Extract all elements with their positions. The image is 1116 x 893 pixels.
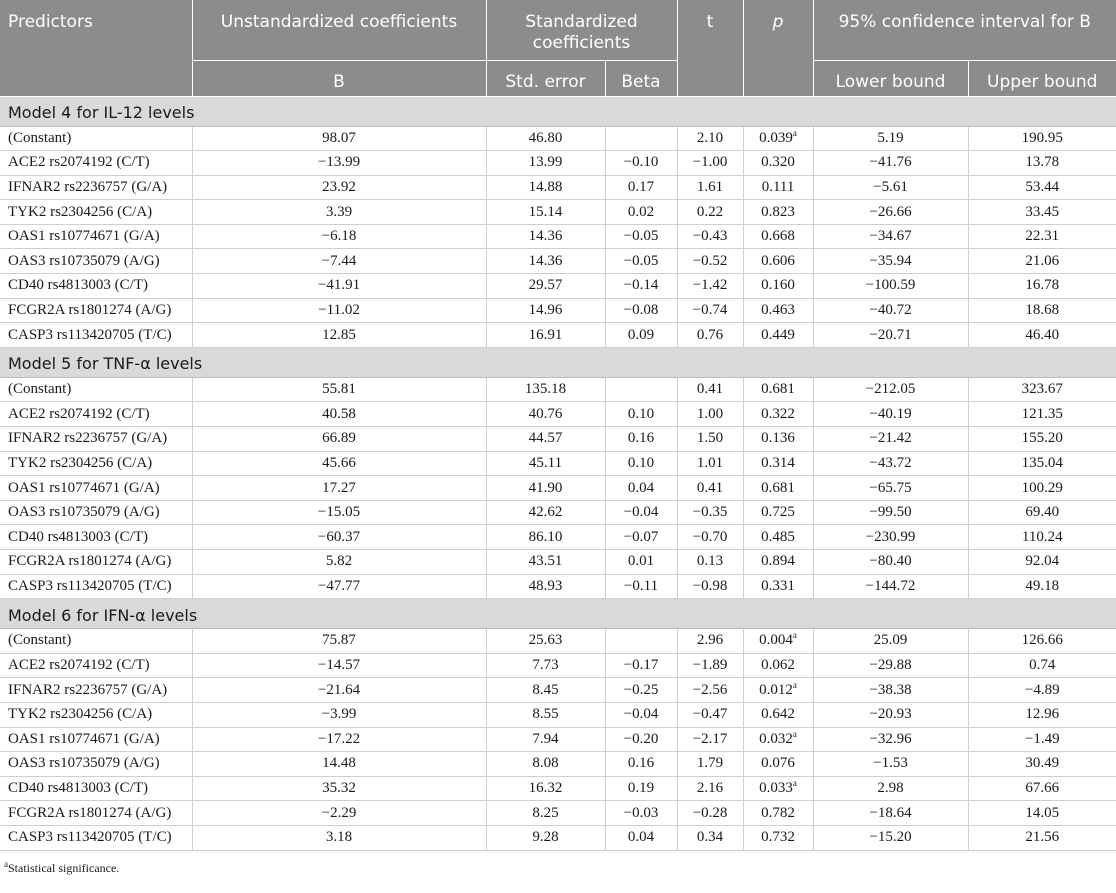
- cell-lower-bound: −212.05: [813, 377, 968, 402]
- table-row: [0, 151, 1116, 176]
- cell-lower-bound: −1.53: [813, 752, 968, 777]
- header-b: B: [192, 60, 486, 96]
- cell-beta: 0.10: [605, 402, 677, 427]
- p-value: 0.725: [761, 504, 795, 521]
- p-value: 0.681: [761, 479, 795, 496]
- cell-t: 1.01: [677, 451, 743, 476]
- table-row: [0, 200, 1116, 225]
- cell-t: −0.52: [677, 249, 743, 274]
- cell-b: −21.64: [192, 678, 486, 703]
- cell-predictor: IFNAR2 rs2236757 (G/A): [0, 427, 192, 452]
- cell-predictor: ACE2 rs2074192 (C/T): [0, 653, 192, 678]
- cell-b: 40.58: [192, 402, 486, 427]
- cell-predictor: OAS1 rs10774671 (G/A): [0, 727, 192, 752]
- section-title: Model 4 for IL-12 levels: [0, 96, 1116, 126]
- cell-beta: 0.09: [605, 323, 677, 348]
- table-row: [0, 776, 1116, 801]
- cell-predictor: FCGR2A rs1801274 (A/G): [0, 801, 192, 826]
- cell-predictor: FCGR2A rs1801274 (A/G): [0, 298, 192, 323]
- cell-upper-bound: 12.96: [968, 702, 1116, 727]
- cell-p: [743, 298, 813, 323]
- cell-b: 35.32: [192, 776, 486, 801]
- header-predictors: Predictors: [0, 0, 192, 96]
- cell-lower-bound: −80.40: [813, 550, 968, 575]
- table-row: [0, 702, 1116, 727]
- cell-beta: 0.19: [605, 776, 677, 801]
- cell-p: [743, 200, 813, 225]
- p-value: 0.039: [759, 129, 793, 146]
- cell-p: [743, 776, 813, 801]
- p-value: 0.062: [761, 657, 795, 674]
- cell-beta: 0.16: [605, 427, 677, 452]
- cell-t: −2.56: [677, 678, 743, 703]
- cell-std-error: 45.11: [486, 451, 605, 476]
- cell-std-error: 8.45: [486, 678, 605, 703]
- cell-beta: [605, 377, 677, 402]
- table-row: [0, 574, 1116, 599]
- header-unstandardized: Unstandardized coefficients: [192, 0, 486, 60]
- cell-lower-bound: 2.98: [813, 776, 968, 801]
- cell-b: −2.29: [192, 801, 486, 826]
- footnote-text: Statistical significance.: [8, 860, 120, 875]
- p-value: 0.668: [761, 228, 795, 245]
- table-row: [0, 298, 1116, 323]
- cell-beta: 0.16: [605, 752, 677, 777]
- cell-b: −7.44: [192, 249, 486, 274]
- cell-b: −47.77: [192, 574, 486, 599]
- cell-predictor: CASP3 rs113420705 (T/C): [0, 825, 192, 850]
- cell-b: −17.22: [192, 727, 486, 752]
- cell-beta: 0.04: [605, 476, 677, 501]
- cell-b: 3.39: [192, 200, 486, 225]
- section-header-row: [0, 599, 1116, 629]
- cell-upper-bound: 67.66: [968, 776, 1116, 801]
- cell-beta: 0.02: [605, 200, 677, 225]
- table-row: [0, 500, 1116, 525]
- significance-marker: a: [792, 127, 797, 138]
- cell-p: [743, 377, 813, 402]
- cell-upper-bound: 100.29: [968, 476, 1116, 501]
- cell-t: −0.70: [677, 525, 743, 550]
- header-ci: 95% confidence interval for B: [813, 0, 1116, 60]
- cell-predictor: CASP3 rs113420705 (T/C): [0, 574, 192, 599]
- cell-predictor: OAS1 rs10774671 (G/A): [0, 476, 192, 501]
- table-row: [0, 525, 1116, 550]
- cell-beta: 0.17: [605, 175, 677, 200]
- cell-b: 5.82: [192, 550, 486, 575]
- cell-upper-bound: 30.49: [968, 752, 1116, 777]
- cell-predictor: FCGR2A rs1801274 (A/G): [0, 550, 192, 575]
- section-header-row: [0, 96, 1116, 126]
- cell-p: [743, 274, 813, 299]
- cell-std-error: 15.14: [486, 200, 605, 225]
- cell-t: −1.00: [677, 151, 743, 176]
- cell-p: [743, 427, 813, 452]
- table-row: [0, 801, 1116, 826]
- cell-upper-bound: 126.66: [968, 629, 1116, 654]
- table-row: [0, 402, 1116, 427]
- cell-beta: 0.04: [605, 825, 677, 850]
- cell-upper-bound: −4.89: [968, 678, 1116, 703]
- cell-lower-bound: −230.99: [813, 525, 968, 550]
- cell-b: −11.02: [192, 298, 486, 323]
- cell-p: [743, 451, 813, 476]
- cell-lower-bound: 25.09: [813, 629, 968, 654]
- cell-lower-bound: −5.61: [813, 175, 968, 200]
- cell-b: −41.91: [192, 274, 486, 299]
- cell-predictor: OAS3 rs10735079 (A/G): [0, 249, 192, 274]
- cell-t: −0.47: [677, 702, 743, 727]
- cell-p: [743, 825, 813, 850]
- cell-predictor: (Constant): [0, 629, 192, 654]
- cell-lower-bound: 5.19: [813, 126, 968, 151]
- cell-p: [743, 402, 813, 427]
- cell-beta: −0.25: [605, 678, 677, 703]
- cell-t: −1.42: [677, 274, 743, 299]
- p-value: 0.136: [761, 430, 795, 447]
- table-row: [0, 629, 1116, 654]
- cell-b: 17.27: [192, 476, 486, 501]
- cell-p: [743, 550, 813, 575]
- cell-std-error: 7.94: [486, 727, 605, 752]
- cell-t: −2.17: [677, 727, 743, 752]
- p-value: 0.606: [761, 252, 795, 269]
- cell-b: 66.89: [192, 427, 486, 452]
- cell-upper-bound: 22.31: [968, 224, 1116, 249]
- cell-std-error: 14.96: [486, 298, 605, 323]
- table-row: [0, 550, 1116, 575]
- cell-t: 0.34: [677, 825, 743, 850]
- table-row: [0, 825, 1116, 850]
- cell-std-error: 7.73: [486, 653, 605, 678]
- cell-t: −0.74: [677, 298, 743, 323]
- p-value: 0.033: [759, 780, 793, 797]
- footnote: [4, 858, 1116, 876]
- cell-upper-bound: 21.06: [968, 249, 1116, 274]
- cell-lower-bound: −40.72: [813, 298, 968, 323]
- cell-p: [743, 175, 813, 200]
- cell-lower-bound: −15.20: [813, 825, 968, 850]
- cell-b: 98.07: [192, 126, 486, 151]
- cell-t: 0.22: [677, 200, 743, 225]
- table-row: [0, 249, 1116, 274]
- cell-p: [743, 323, 813, 348]
- cell-beta: −0.20: [605, 727, 677, 752]
- cell-upper-bound: 49.18: [968, 574, 1116, 599]
- cell-b: 14.48: [192, 752, 486, 777]
- cell-lower-bound: −100.59: [813, 274, 968, 299]
- cell-t: −0.35: [677, 500, 743, 525]
- cell-upper-bound: 135.04: [968, 451, 1116, 476]
- cell-beta: −0.07: [605, 525, 677, 550]
- cell-std-error: 29.57: [486, 274, 605, 299]
- cell-predictor: OAS3 rs10735079 (A/G): [0, 752, 192, 777]
- cell-upper-bound: 13.78: [968, 151, 1116, 176]
- cell-predictor: IFNAR2 rs2236757 (G/A): [0, 175, 192, 200]
- p-value: 0.076: [761, 755, 795, 772]
- header-p: p: [743, 0, 813, 96]
- table-row: [0, 427, 1116, 452]
- cell-t: 2.96: [677, 629, 743, 654]
- cell-predictor: CASP3 rs113420705 (T/C): [0, 323, 192, 348]
- cell-p: [743, 126, 813, 151]
- cell-predictor: ACE2 rs2074192 (C/T): [0, 151, 192, 176]
- table-row: [0, 274, 1116, 299]
- cell-std-error: 8.25: [486, 801, 605, 826]
- p-value: 0.681: [761, 381, 795, 398]
- cell-b: 23.92: [192, 175, 486, 200]
- cell-p: [743, 801, 813, 826]
- cell-predictor: CD40 rs4813003 (C/T): [0, 776, 192, 801]
- table-header: [0, 0, 1116, 96]
- cell-p: [743, 525, 813, 550]
- significance-marker: a: [792, 679, 797, 690]
- section-title: Model 6 for IFN-α levels: [0, 599, 1116, 629]
- cell-std-error: 25.63: [486, 629, 605, 654]
- cell-p: [743, 702, 813, 727]
- cell-t: 1.79: [677, 752, 743, 777]
- cell-p: [743, 752, 813, 777]
- section-header-row: [0, 347, 1116, 377]
- cell-predictor: (Constant): [0, 377, 192, 402]
- header-upper-bound: Upper bound: [968, 60, 1116, 96]
- cell-std-error: 14.36: [486, 224, 605, 249]
- cell-p: [743, 224, 813, 249]
- cell-beta: −0.17: [605, 653, 677, 678]
- header-beta: Beta: [605, 60, 677, 96]
- cell-p: [743, 629, 813, 654]
- cell-std-error: 16.91: [486, 323, 605, 348]
- cell-beta: −0.08: [605, 298, 677, 323]
- header-std-error: Std. error: [486, 60, 605, 96]
- p-value: 0.322: [761, 405, 795, 422]
- cell-lower-bound: −20.71: [813, 323, 968, 348]
- p-value: 0.449: [761, 326, 795, 343]
- cell-beta: −0.05: [605, 224, 677, 249]
- cell-upper-bound: 18.68: [968, 298, 1116, 323]
- cell-t: 0.76: [677, 323, 743, 348]
- header-t: t: [677, 0, 743, 96]
- cell-b: −60.37: [192, 525, 486, 550]
- cell-b: 75.87: [192, 629, 486, 654]
- cell-t: 0.13: [677, 550, 743, 575]
- p-value: 0.111: [761, 178, 795, 195]
- table-row: [0, 752, 1116, 777]
- significance-marker: a: [792, 630, 797, 641]
- cell-upper-bound: 53.44: [968, 175, 1116, 200]
- cell-t: 2.16: [677, 776, 743, 801]
- p-value: 0.004: [759, 632, 793, 649]
- cell-predictor: CD40 rs4813003 (C/T): [0, 525, 192, 550]
- cell-p: [743, 500, 813, 525]
- cell-upper-bound: 14.05: [968, 801, 1116, 826]
- cell-beta: [605, 629, 677, 654]
- significance-marker: a: [792, 728, 797, 739]
- table-row: [0, 175, 1116, 200]
- p-value: 0.823: [761, 203, 795, 220]
- cell-beta: −0.03: [605, 801, 677, 826]
- cell-std-error: 86.10: [486, 525, 605, 550]
- cell-predictor: CD40 rs4813003 (C/T): [0, 274, 192, 299]
- cell-upper-bound: 323.67: [968, 377, 1116, 402]
- cell-p: [743, 151, 813, 176]
- cell-lower-bound: −65.75: [813, 476, 968, 501]
- cell-predictor: OAS3 rs10735079 (A/G): [0, 500, 192, 525]
- cell-upper-bound: 0.74: [968, 653, 1116, 678]
- cell-t: −0.28: [677, 801, 743, 826]
- cell-lower-bound: −20.93: [813, 702, 968, 727]
- table-row: [0, 377, 1116, 402]
- cell-t: 1.00: [677, 402, 743, 427]
- cell-upper-bound: 69.40: [968, 500, 1116, 525]
- p-value: 0.320: [761, 154, 795, 171]
- table-row: [0, 727, 1116, 752]
- cell-lower-bound: −43.72: [813, 451, 968, 476]
- cell-std-error: 46.80: [486, 126, 605, 151]
- cell-std-error: 135.18: [486, 377, 605, 402]
- cell-upper-bound: 46.40: [968, 323, 1116, 348]
- cell-predictor: TYK2 rs2304256 (C/A): [0, 451, 192, 476]
- cell-std-error: 9.28: [486, 825, 605, 850]
- cell-p: [743, 678, 813, 703]
- cell-beta: [605, 126, 677, 151]
- header-lower-bound: Lower bound: [813, 60, 968, 96]
- table-row: [0, 653, 1116, 678]
- cell-beta: −0.10: [605, 151, 677, 176]
- cell-b: 55.81: [192, 377, 486, 402]
- cell-b: −14.57: [192, 653, 486, 678]
- cell-lower-bound: −18.64: [813, 801, 968, 826]
- cell-upper-bound: 33.45: [968, 200, 1116, 225]
- cell-b: 3.18: [192, 825, 486, 850]
- cell-std-error: 48.93: [486, 574, 605, 599]
- cell-p: [743, 727, 813, 752]
- significance-marker: a: [792, 778, 797, 789]
- cell-std-error: 42.62: [486, 500, 605, 525]
- cell-upper-bound: 110.24: [968, 525, 1116, 550]
- cell-lower-bound: −144.72: [813, 574, 968, 599]
- cell-p: [743, 574, 813, 599]
- cell-upper-bound: 21.56: [968, 825, 1116, 850]
- cell-p: [743, 653, 813, 678]
- table-row: [0, 224, 1116, 249]
- cell-lower-bound: −21.42: [813, 427, 968, 452]
- footnote-marker: a: [4, 858, 8, 869]
- cell-lower-bound: −34.67: [813, 224, 968, 249]
- cell-beta: 0.01: [605, 550, 677, 575]
- cell-predictor: TYK2 rs2304256 (C/A): [0, 200, 192, 225]
- p-value: 0.463: [761, 301, 795, 318]
- cell-t: 0.41: [677, 377, 743, 402]
- cell-std-error: 41.90: [486, 476, 605, 501]
- cell-predictor: TYK2 rs2304256 (C/A): [0, 702, 192, 727]
- cell-std-error: 44.57: [486, 427, 605, 452]
- table-row: [0, 126, 1116, 151]
- cell-beta: −0.04: [605, 702, 677, 727]
- table-row: [0, 451, 1116, 476]
- cell-upper-bound: 16.78: [968, 274, 1116, 299]
- table-body: [0, 96, 1116, 850]
- cell-beta: −0.04: [605, 500, 677, 525]
- cell-b: −15.05: [192, 500, 486, 525]
- cell-b: 12.85: [192, 323, 486, 348]
- cell-predictor: ACE2 rs2074192 (C/T): [0, 402, 192, 427]
- p-value: 0.314: [761, 454, 795, 471]
- cell-beta: 0.10: [605, 451, 677, 476]
- cell-t: −0.98: [677, 574, 743, 599]
- cell-b: −6.18: [192, 224, 486, 249]
- cell-std-error: 16.32: [486, 776, 605, 801]
- cell-std-error: 8.55: [486, 702, 605, 727]
- cell-lower-bound: −26.66: [813, 200, 968, 225]
- section-title: Model 5 for TNF-α levels: [0, 347, 1116, 377]
- cell-lower-bound: −41.76: [813, 151, 968, 176]
- cell-t: −1.89: [677, 653, 743, 678]
- p-value: 0.331: [761, 577, 795, 594]
- table-row: [0, 678, 1116, 703]
- cell-t: 0.41: [677, 476, 743, 501]
- cell-t: 2.10: [677, 126, 743, 151]
- table-row: [0, 323, 1116, 348]
- p-value: 0.012: [759, 681, 793, 698]
- cell-lower-bound: −35.94: [813, 249, 968, 274]
- cell-upper-bound: 190.95: [968, 126, 1116, 151]
- cell-std-error: 40.76: [486, 402, 605, 427]
- header-standardized: Standardized coefficients: [486, 0, 677, 60]
- cell-predictor: IFNAR2 rs2236757 (G/A): [0, 678, 192, 703]
- cell-std-error: 14.88: [486, 175, 605, 200]
- cell-lower-bound: −99.50: [813, 500, 968, 525]
- cell-predictor: OAS1 rs10774671 (G/A): [0, 224, 192, 249]
- cell-std-error: 14.36: [486, 249, 605, 274]
- cell-p: [743, 249, 813, 274]
- cell-beta: −0.05: [605, 249, 677, 274]
- cell-upper-bound: 92.04: [968, 550, 1116, 575]
- cell-t: 1.61: [677, 175, 743, 200]
- cell-t: 1.50: [677, 427, 743, 452]
- cell-t: −0.43: [677, 224, 743, 249]
- cell-lower-bound: −40.19: [813, 402, 968, 427]
- p-value: 0.032: [759, 730, 793, 747]
- cell-predictor: (Constant): [0, 126, 192, 151]
- p-value: 0.485: [761, 528, 795, 545]
- cell-std-error: 8.08: [486, 752, 605, 777]
- cell-lower-bound: −29.88: [813, 653, 968, 678]
- p-value: 0.732: [761, 829, 795, 846]
- cell-p: [743, 476, 813, 501]
- cell-beta: −0.11: [605, 574, 677, 599]
- cell-lower-bound: −32.96: [813, 727, 968, 752]
- cell-lower-bound: −38.38: [813, 678, 968, 703]
- p-value: 0.160: [761, 277, 795, 294]
- p-value: 0.642: [761, 706, 795, 723]
- cell-upper-bound: 155.20: [968, 427, 1116, 452]
- p-value: 0.894: [761, 553, 795, 570]
- cell-b: −13.99: [192, 151, 486, 176]
- cell-b: −3.99: [192, 702, 486, 727]
- table-row: [0, 476, 1116, 501]
- cell-b: 45.66: [192, 451, 486, 476]
- cell-std-error: 43.51: [486, 550, 605, 575]
- cell-std-error: 13.99: [486, 151, 605, 176]
- cell-beta: −0.14: [605, 274, 677, 299]
- cell-upper-bound: −1.49: [968, 727, 1116, 752]
- p-value: 0.782: [761, 804, 795, 821]
- cell-upper-bound: 121.35: [968, 402, 1116, 427]
